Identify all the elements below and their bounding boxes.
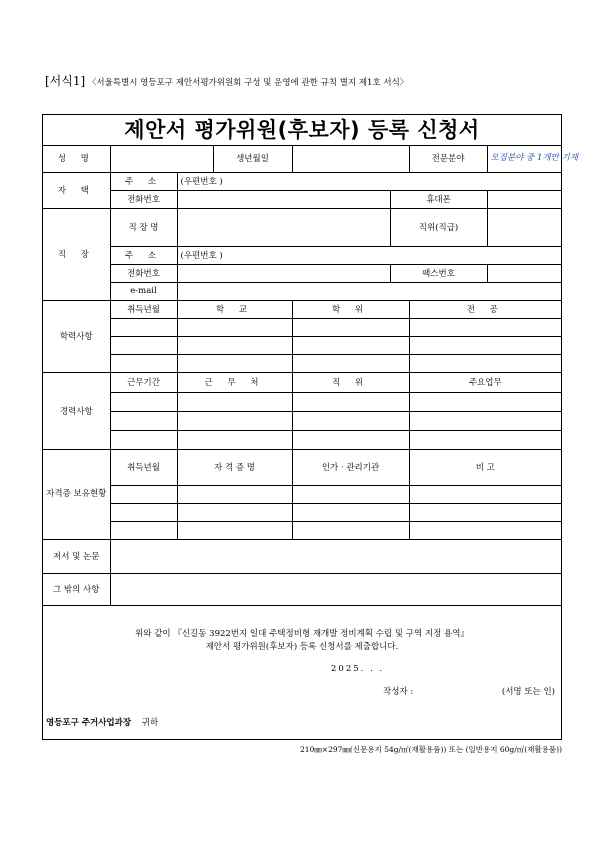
position-field[interactable] (487, 208, 561, 246)
career-header: 주요업무 (409, 372, 561, 392)
career-label: 경력사항 (43, 372, 110, 449)
home-phone-label: 전화번호 (110, 190, 177, 208)
work-phone-field[interactable] (177, 264, 390, 282)
statement-line: 제안서 평가위원(후보자) 등록 신청서를 제출합니다. (205, 642, 399, 652)
license-row[interactable] (43, 503, 561, 521)
home-address-label: 주 소 (110, 172, 177, 190)
fax-label: 팩스번호 (390, 264, 487, 282)
other-label: 그 밖의 사항 (43, 573, 110, 605)
home-mobile-field[interactable] (487, 190, 561, 208)
addressee-name: 영등포구 주거사업과장 (46, 718, 132, 728)
career-row[interactable] (43, 411, 561, 430)
fax-field[interactable] (487, 264, 561, 282)
education-row[interactable] (43, 318, 561, 336)
license-label: 자격증 보유현황 (43, 449, 110, 539)
education-header: 전 공 (409, 300, 561, 318)
license-header: 비 고 (409, 449, 561, 485)
career-header: 근무기간 (110, 372, 177, 392)
birth-field[interactable] (292, 145, 409, 172)
work-label: 직 장 (43, 208, 110, 300)
workplace-field[interactable] (177, 208, 390, 246)
work-phone-label: 전화번호 (110, 264, 177, 282)
license-row[interactable] (43, 485, 561, 503)
birth-label: 생년월일 (213, 145, 292, 172)
submission-date[interactable]: 2025. . . (331, 664, 385, 674)
career-row[interactable] (43, 392, 561, 411)
signature-field[interactable]: (서명 또는 인) (501, 687, 555, 697)
education-header: 취득년월 (110, 300, 177, 318)
declaration-section (43, 612, 561, 740)
form-regulation: 〈서울특별시 영등포구 제안서평가위원회 구성 및 운영에 관한 규칙 별지 제1호 서식〉 (87, 78, 409, 88)
addressee-suffix: 귀하 (141, 718, 159, 728)
addressee (46, 716, 158, 728)
paper-spec: 210㎜×297㎜(신문용지 54g/㎡(재활용품)) 또는 (일반용지 60g/㎡(재활용품)) (299, 745, 562, 754)
form-table (43, 145, 578, 606)
career-header: 직 위 (292, 372, 409, 392)
workplace-label: 직 장 명 (110, 208, 177, 246)
home-phone-field[interactable] (177, 190, 390, 208)
home-mobile-label: 휴대폰 (390, 190, 487, 208)
name-label: 성 명 (43, 145, 110, 172)
papers-label: 저서 및 논문 (43, 539, 110, 573)
application-form (42, 114, 578, 740)
work-address-label: 주 소 (110, 246, 177, 264)
education-row[interactable] (43, 336, 561, 354)
license-row[interactable] (43, 521, 561, 539)
education-header: 학 위 (292, 300, 409, 318)
declaration-statement (43, 628, 561, 654)
field-label: 전문분야 (409, 145, 487, 172)
education-row[interactable] (43, 354, 561, 372)
form-header (45, 72, 408, 89)
form-number: [서식1] (45, 74, 86, 88)
statement-line: 위와 같이 『신길동 3922번지 일대 주택정비형 재개발 정비계획 수립 및 구역 지정 용역』 (135, 629, 469, 639)
license-header: 자 격 증 명 (177, 449, 292, 485)
work-address-field[interactable]: (우편번호 ) (177, 246, 561, 264)
license-header: 취득년월 (110, 449, 177, 485)
signer-label: 작성자 : (383, 687, 414, 697)
form-title: 제안서 평가위원(후보자) 등록 신청서 (43, 115, 561, 146)
career-row[interactable] (43, 430, 561, 449)
name-field[interactable] (110, 145, 213, 172)
papers-field[interactable] (110, 539, 561, 573)
email-label: e-mail (110, 282, 177, 300)
home-address-field[interactable]: (우편번호 ) (177, 172, 561, 190)
email-field[interactable] (177, 282, 561, 300)
education-label: 학력사항 (43, 300, 110, 372)
field-note[interactable]: 모집분야 중 1개만 기재 (487, 145, 561, 172)
license-header: 인가 · 관리기관 (292, 449, 409, 485)
home-label: 자 택 (43, 172, 110, 208)
other-field[interactable] (110, 573, 561, 605)
education-header: 학 교 (177, 300, 292, 318)
position-label: 직위(직급) (390, 208, 487, 246)
career-header: 근 무 처 (177, 372, 292, 392)
